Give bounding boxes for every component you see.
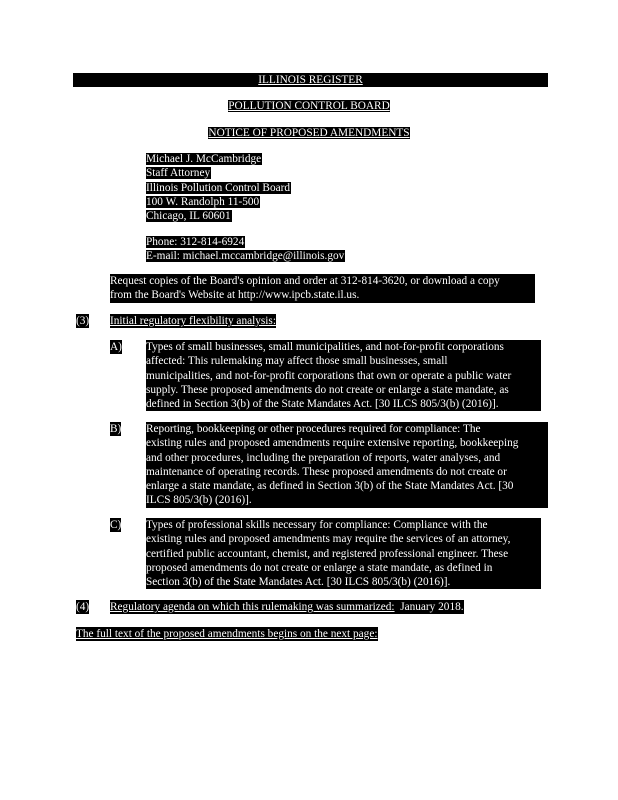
item-b-line: maintenance of operating records. These proposed amendments do not create or bbox=[146, 465, 507, 478]
item-a-line: defined in Section 3(b) of the State Mandates Act. [30 ILCS 805/3(b) (2016)]. bbox=[146, 398, 499, 411]
footer-note: The full text of the proposed amendments begins on the next page: bbox=[76, 628, 378, 640]
item-c-line: proposed amendments do not create or enlarge a state mandate, as defined in bbox=[146, 561, 493, 574]
section-3-number: (3) bbox=[76, 315, 90, 327]
contact-phone: Phone: 312-814-6924 bbox=[146, 236, 245, 248]
notice-title: NOTICE OF PROPOSED AMENDMENTS bbox=[208, 127, 410, 139]
section-4-number: (4) bbox=[76, 601, 90, 613]
section-4-title: Regulatory agenda on which this rulemaking was summarized: bbox=[110, 601, 395, 613]
item-a-line: supply. These proposed amendments do not create or enlarge a state mandate, as bbox=[146, 383, 509, 396]
item-b-paragraph bbox=[146, 422, 548, 508]
request-line: Request copies of the Board's opinion and order at 312-814-3620, or download a copy bbox=[110, 275, 500, 287]
request-paragraph bbox=[110, 274, 535, 303]
item-b-line: Reporting, bookkeeping or other procedures required for compliance: The bbox=[146, 423, 481, 435]
contact-address: 100 W. Randolph 11-500 bbox=[146, 195, 260, 208]
item-b-label: B) bbox=[110, 423, 122, 435]
item-a-line: Types of small businesses, small municipalities, and not-for-profit corporations bbox=[146, 341, 504, 353]
item-b-line: existing rules and proposed amendments require extensive reporting, bookkeeping bbox=[146, 437, 519, 450]
request-line-link[interactable]: from the Board's Website at http://www.ipcb.state.il.us. bbox=[110, 289, 360, 302]
item-a-paragraph bbox=[146, 340, 541, 411]
item-c-line: existing rules and proposed amendments may require the services of an attorney, bbox=[146, 533, 511, 546]
section-4-line bbox=[110, 600, 464, 614]
item-a-line: affected: This rulemaking may affect those small businesses, small bbox=[146, 355, 448, 368]
section-4-value: January 2018. bbox=[394, 601, 464, 613]
contact-email[interactable]: E-mail: michael.mccambridge@illinois.gov bbox=[146, 250, 345, 263]
item-a-label: A) bbox=[110, 341, 122, 353]
item-b-line: and other procedures, including the preparation of reports, water analyses, and bbox=[146, 451, 501, 464]
contact-name: Michael J. McCambridge bbox=[146, 153, 262, 165]
item-c-label: C) bbox=[110, 519, 122, 531]
contact-phone-email bbox=[146, 235, 345, 264]
contact-block bbox=[146, 152, 291, 223]
board-title: POLLUTION CONTROL BOARD bbox=[228, 100, 390, 112]
item-c-paragraph bbox=[146, 518, 541, 589]
contact-org: Illinois Pollution Control Board bbox=[146, 181, 291, 194]
item-a-line: municipalities, and not-for-profit corporations that own or operate a public water bbox=[146, 369, 512, 382]
contact-title: Staff Attorney bbox=[146, 167, 211, 180]
item-c-line: Types of professional skills necessary for compliance: Compliance with the bbox=[146, 519, 488, 531]
item-b-line: enlarge a state mandate, as defined in Section 3(b) of the State Mandates Act. [30 bbox=[146, 480, 514, 493]
section-3-title: Initial regulatory flexibility analysis: bbox=[110, 315, 276, 327]
item-c-line: certified public accountant, chemist, and registered professional engineer. These bbox=[146, 547, 509, 560]
item-c-line: Section 3(b) of the State Mandates Act. [30 ILCS 805/3(b) (2016)]. bbox=[146, 576, 451, 589]
item-b-line: ILCS 805/3(b) (2016)]. bbox=[146, 494, 252, 507]
contact-city: Chicago, IL 60601 bbox=[146, 210, 231, 223]
register-title: ILLINOIS REGISTER bbox=[258, 74, 363, 86]
